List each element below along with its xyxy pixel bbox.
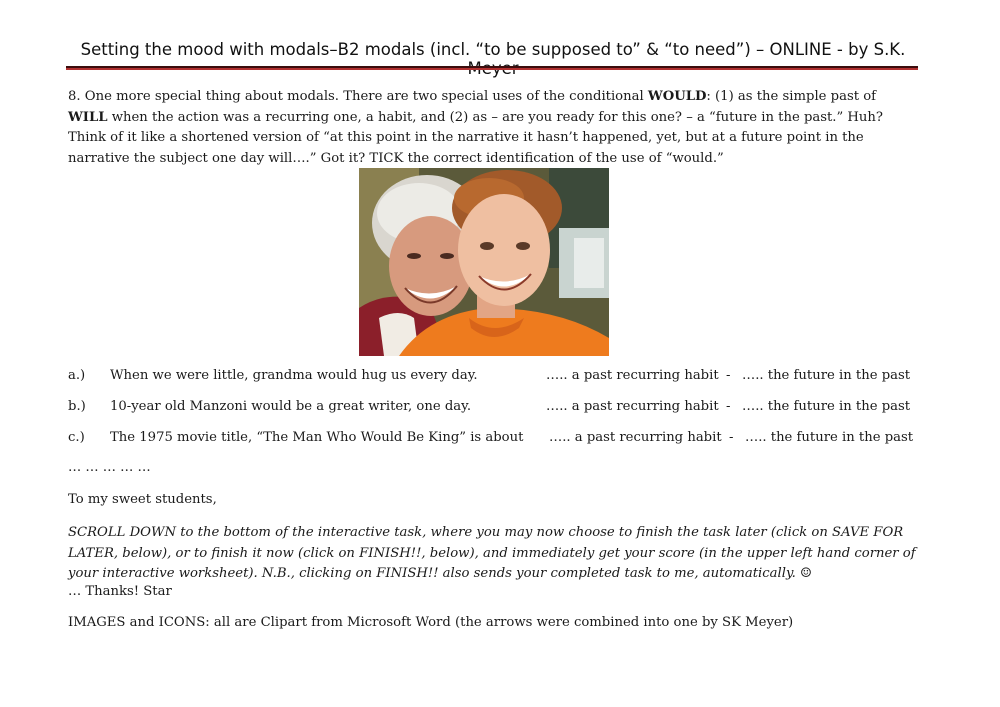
intro-bold-will: WILL [68,109,108,125]
worksheet-title: Setting the mood with modals–B2 modals (incl. “to be supposed to” & “to need”) – ONLINE - by S.K. [80,40,906,59]
intro-bold-would: WOULD [647,89,707,104]
option-separator: - [729,430,734,445]
question-sentence: When we were little, grandma would hug us every day. [110,368,478,383]
question-letter: c.) [68,430,85,445]
option-future-in-past[interactable]: ….. the future in the past [742,368,911,383]
question-sentence: 10-year old Manzoni would be a great writer, one day. [110,399,472,414]
question-sentence: The 1975 movie title, “The Man Who Would Be King” is about [110,430,524,445]
header-rule-accent [66,68,918,70]
option-past-habit[interactable]: ….. a past recurring habit [546,399,719,414]
question-letter: a.) [68,368,86,383]
signoff-line: … Thanks! Star [68,584,172,599]
instructions-paragraph [68,87,918,169]
option-separator: - [726,368,731,383]
question-letter: b.) [68,399,86,414]
option-future-in-past[interactable]: ….. the future in the past [745,430,914,445]
image-credits: IMAGES and ICONS: all are Clipart from Microsoft Word (the arrows were combined into one by SK Meyer) [68,615,794,630]
greeting-line: To my sweet students, [68,492,217,507]
ellipsis-divider: … … … … … [68,460,151,475]
intro-text-2: : (1) as the simple past of [706,89,877,104]
option-separator: - [726,399,731,414]
intro-text-3: when the action was a recurring one, a habit, and (2) as – are you ready for this one? – a “future in the past.” Huh? Think of it like a shortened version of “at this point in the narrative it hasn’t happened, yet, but at a future point in the narrative the subject one day will….” Got it? TICK the correct identification of the use of “would.” [68,109,883,166]
question-row [68,366,928,386]
instructions-note: SCROLL DOWN to the bottom of the interactive task, where you may now choose to finish the task later (click on SAVE FOR LATER, below), or to finish it now (click on FINISH!!, below), and immediately get your score (in the upper left hand corner of your interactive worksheet). N.B., clicking on FINISH!! also sends your completed task to me, automatically. ☺ [68,525,916,581]
question-row [68,428,928,448]
option-past-habit[interactable]: ….. a past recurring habit [546,368,719,383]
intro-text-1: 8. One more special thing about modals. There are two special uses of the conditional [68,89,648,104]
grandma-and-boy-photo [359,168,609,356]
option-past-habit[interactable]: ….. a past recurring habit [549,430,722,445]
option-future-in-past[interactable]: ….. the future in the past [742,399,911,414]
question-row [68,397,928,417]
